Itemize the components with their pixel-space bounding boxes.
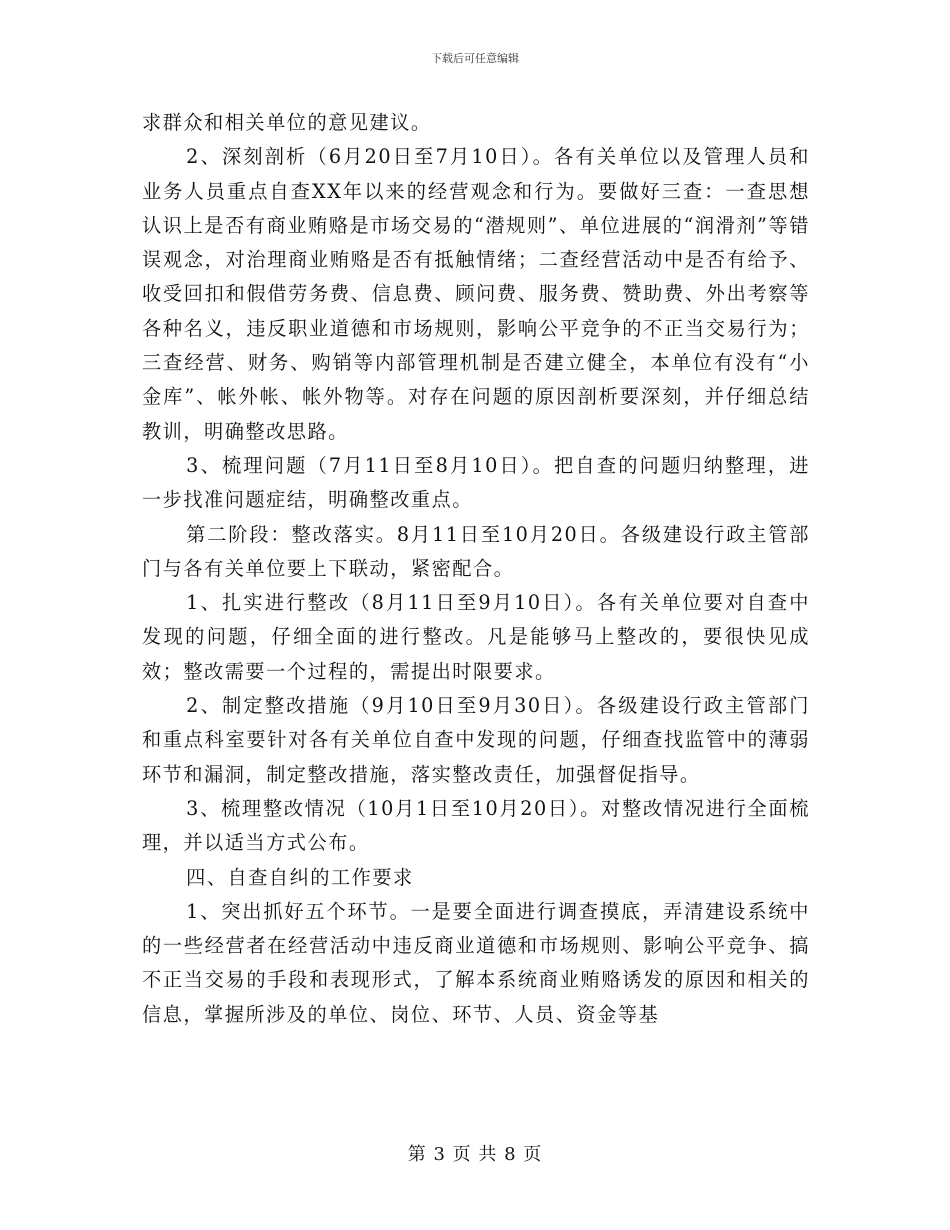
paragraph-0: 求群众和相关单位的意见建议。 bbox=[142, 111, 432, 134]
paragraph-2: 3、梳理问题（7月11日至8月10日）。把自查的问题归纳整理，进一步找准问题症结，明确整改重点。 bbox=[142, 453, 810, 512]
document-body bbox=[142, 106, 810, 1032]
paragraph-4: 1、扎实进行整改（8月11日至9月10日）。各有关单位要对自查中发现的问题，仔细全面的进行整改。凡是能够马上整改的，要很快见成效；整改需要一个过程的，需提出时限要求。 bbox=[142, 591, 810, 683]
paragraph-8: 1、突出抓好五个环节。一是要全面进行调查摸底，弄清建设系统中的一些经营者在经营活动中违反商业道德和市场规则、影响公平竞争、搞不正当交易的手段和表现形式，了解本系统商业贿赂诱发的原因和相关的信息，掌握所涉及的单位、岗位、环节、人员、资金等基 bbox=[142, 899, 810, 1026]
paragraph-3: 第二阶段：整改落实。8月11日至10月20日。各级建设行政主管部门与各有关单位要上下联动，紧密配合。 bbox=[142, 522, 810, 580]
section-heading: 四、自查自纠的工作要求 bbox=[186, 865, 414, 889]
page-number-footer: 第 3 页 共 8 页 bbox=[407, 1144, 543, 1165]
page-header-note: 下载后可任意编辑 bbox=[431, 52, 519, 65]
paragraph-5: 2、制定整改措施（9月10日至9月30日）。各级建设行政主管部门和重点科室要针对各有关单位自查中发现的问题，仔细查找监管中的薄弱环节和漏洞，制定整改措施，落实整改责任，加强督促指导。 bbox=[142, 694, 810, 786]
paragraph-1: 2、深刻剖析（6月20日至7月10日）。各有关单位以及管理人员和业务人员重点自查XX年以来的经营观念和行为。要做好三查：一查思想认识上是否有商业贿赂是市场交易的“潜规则”、单位进展的“润滑剂”等错误观念，对治理商业贿赂是否有抵触情绪；二查经营活动中是否有给予、收受回扣和假借劳务费、信息费、顾问费、服务费、赞助费、外出考察等各种名义，违反职业道德和市场规则，影响公平竞争的不正当交易行为；三查经营、财务、购销等内部管理机制是否建立健全，本单位有没有“小金库”、帐外帐、帐外物等。对存在问题的原因剖析要深刻，并仔细总结教训，明确整改思路。 bbox=[142, 145, 810, 443]
paragraph-6: 3、梳理整改情况（10月1日至10月20日）。对整改情况进行全面梳理，并以适当方式公布。 bbox=[142, 796, 810, 855]
